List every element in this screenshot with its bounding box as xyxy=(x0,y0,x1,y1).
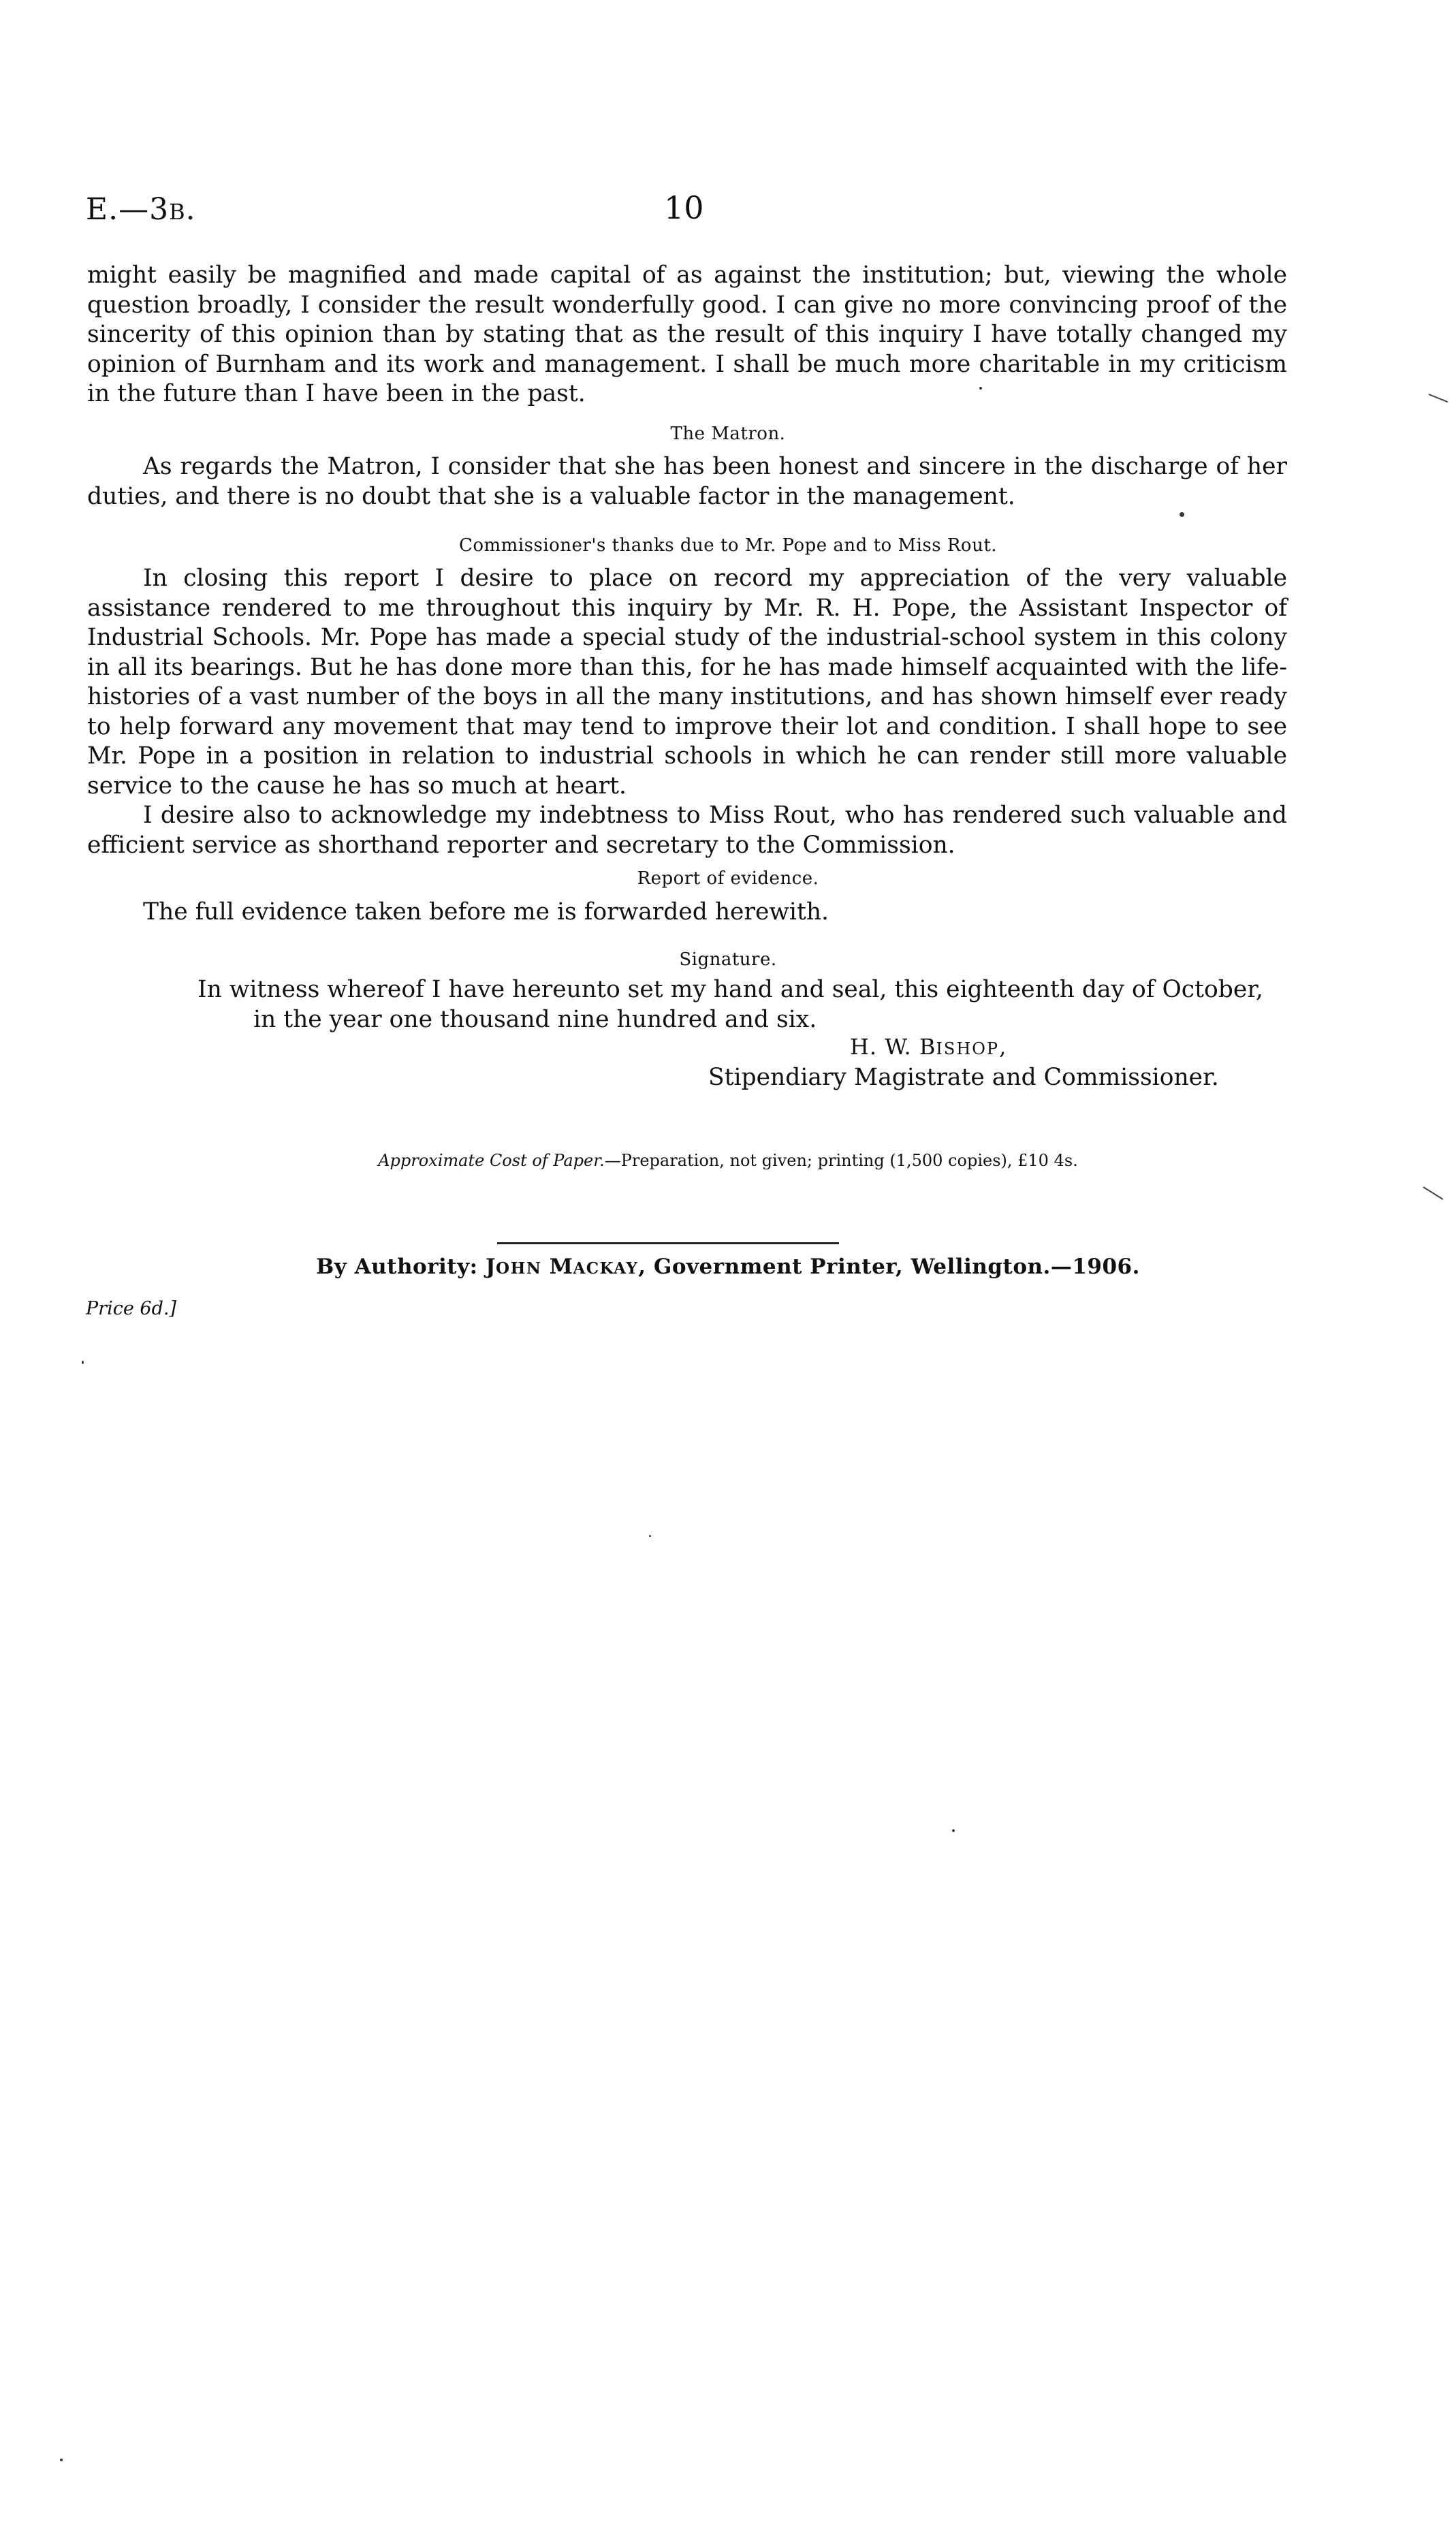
paragraph-matron xyxy=(87,452,1287,511)
footer-rule xyxy=(497,1242,839,1244)
signatory-title: Stipendiary Magistrate and Commissioner. xyxy=(708,1064,1219,1091)
page-id-end: . xyxy=(185,192,196,227)
cost-text: —Preparation, not given; printing (1,500 copies), £10 4s. xyxy=(604,1151,1078,1170)
section-heading-matron: The Matron. xyxy=(670,424,786,444)
imprint-post: , Government Printer, Wellington.—1906. xyxy=(638,1254,1140,1279)
imprint-first-name: OHN xyxy=(496,1259,542,1278)
scan-speck xyxy=(60,2459,63,2461)
section-heading-report: Report of evidence. xyxy=(637,868,819,889)
paragraph-evidence xyxy=(87,898,1287,928)
section-heading-signature: Signature. xyxy=(679,949,777,970)
cost-note xyxy=(0,1151,1456,1170)
printer-imprint xyxy=(0,1254,1456,1279)
page-id-prefix: E.—3 xyxy=(86,192,170,227)
page-number: 10 xyxy=(664,189,704,226)
signatory-initials: H. W. B xyxy=(850,1034,936,1060)
signatory-surname: ISHOP xyxy=(936,1039,1000,1058)
price-note: Price 6d.] xyxy=(86,1298,176,1319)
scan-speck xyxy=(979,387,982,390)
scan-speck xyxy=(1180,512,1184,517)
section-heading-thanks: Commissioner's thanks due to Mr. Pope and to Miss Rout. xyxy=(458,535,998,556)
scan-speck xyxy=(82,1361,84,1364)
page-identifier xyxy=(86,192,196,227)
scan-speck xyxy=(649,1535,651,1537)
paragraph-text: As regards the Matron, I consider that she has been honest and sincere in the discharge of her duties, and there is no doubt that she is a valuable factor in the management. xyxy=(87,453,1287,510)
paragraph-text-pope: In closing this report I desire to place on record my appreciation of the very valuable assistance rendered to me throughout this inquiry by Mr. R. H. Pope, the Assistant Inspector of Industrial Schools. Mr. Pope has made a special study of the industrial-school system in this colony in all its bearings. But he has done more than this, for he has made himself acquainted with the life-histories of a vast number of the boys in all the many institutions, and has shown himself ever ready to help forward any movement that may tend to improve their lot and condition. I shall hope to see Mr. Pope in a position in relation to industrial schools in which he can render still more valuable service to the cause he has so much at heart. xyxy=(87,565,1287,800)
scan-mark xyxy=(1429,394,1449,402)
paragraph-burnham-conclusion xyxy=(87,261,1287,409)
scan-speck xyxy=(952,1829,955,1832)
page-id-suffix: B xyxy=(169,199,186,225)
imprint-surname: ACKAY xyxy=(573,1259,639,1278)
paragraph-text: The full evidence taken before me is forwarded herewith. xyxy=(143,898,829,926)
signatory-name xyxy=(850,1034,1007,1060)
scan-mark xyxy=(1423,1186,1443,1200)
paragraph-thanks xyxy=(87,564,1287,860)
cost-label: Approximate Cost of Paper. xyxy=(378,1151,605,1170)
witness-line-2: in the year one thousand nine hundred and six. xyxy=(253,1005,817,1033)
paragraph-text-rout: I desire also to acknowledge my indebtness to Miss Rout, who has rendered such valuable and efficient service as shorthand reporter and secretary to the Commission. xyxy=(87,802,1287,859)
signatory-comma: , xyxy=(999,1034,1007,1060)
witness-line-1: In witness whereof I have hereunto set my hand and seal, this eighteenth day of October, xyxy=(197,976,1263,1003)
signature-witness-block xyxy=(197,975,1287,1035)
paragraph-text: might easily be magnified and made capital of as against the institution; but, viewing the whole question broadly, I consider the result wonderfully good. I can give no more convincing proof of the sincerity of this opinion than by stating that as the result of this inquiry I have totally changed my opinion of Burnham and its work and management. I shall be much more charitable in my criticism in the future than I have been in the past. xyxy=(87,262,1287,407)
imprint-pre: By Authority: J xyxy=(316,1254,496,1279)
imprint-m: M xyxy=(541,1254,573,1279)
